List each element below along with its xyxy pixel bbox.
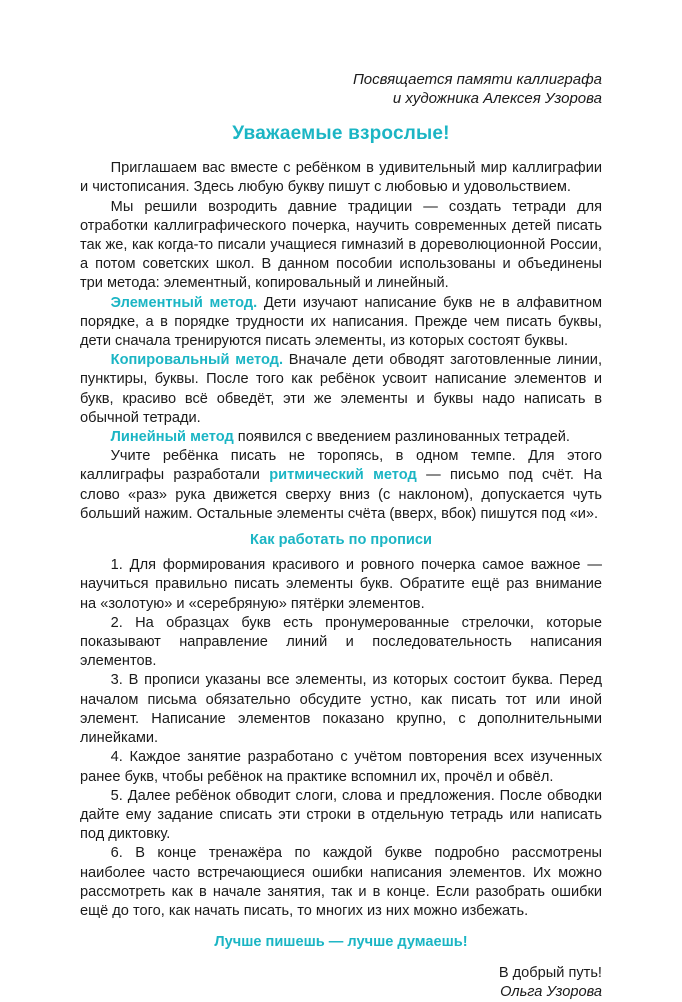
dedication	[80, 70, 602, 108]
copy-method-text: Вначале дети обводят заготовленные линии, пунктиры, буквы. После того как ребёнок усвоит написание элементов и букв, красиво всё обведёт, эти же элементы и буквы надо написать в обычной тетради.	[80, 352, 602, 426]
copy-method-term: Копировальный метод.	[110, 352, 283, 369]
rhythm-method-text-b: — письмо под счёт. На слово «раз» рука движется сверху вниз (с наклоном), допускается чуть больший нажим. Остальные элементы счёта (вверх, вбок) пишутся под «и».	[80, 467, 602, 522]
list-item: 4. Каждое занятие разработано с учётом повторения всех изученных ранее букв, чтобы ребёнок на практике вспомнил их, прочёл и обвёл.	[80, 749, 602, 785]
copy-method-paragraph	[80, 351, 602, 428]
element-method-term: Элементный метод.	[110, 294, 258, 311]
list-item: 6. В конце тренажёра по каждой букве подробно рассмотрены наиболее часто встречающиеся ошибки написания элементов. Их можно рассмотреть как в начале занятия, так и в конце. Если разобрать ошибки ещё до того, как начать писать, то многих из них можно избежать.	[80, 845, 602, 919]
list-item: 3. В прописи указаны все элементы, из которых состоит буква. Перед началом письма обязательно обсудите устно, как писать тот или иной элемент. Написание элементов показано крупно, с дополнительными линейками.	[80, 672, 602, 747]
element-method-text: Дети изучают написание букв не в алфавитном порядке, а в порядке трудности их написания. Прежде чем писать буквы, дети сначала тренируются писать элементы, из которых состоят буквы.	[80, 294, 602, 350]
linear-method-paragraph	[80, 428, 602, 447]
list-item: 2. На образцах букв есть пронумерованные стрелочки, которые показывают направление линий и последовательность написания элементов.	[80, 614, 602, 670]
element-method-paragraph	[80, 294, 602, 352]
instructions-list	[80, 556, 602, 921]
dedication-line-1: Посвящается памяти каллиграфа	[352, 71, 602, 88]
intro-paragraph-1: Приглашаем вас вместе с ребёнком в удивительный мир каллиграфии и чистописания. Здесь любую букву пишут с любовью и удовольствием.	[80, 160, 602, 196]
author-signature: Ольга Узорова	[500, 984, 602, 1001]
page-title: Уважаемые взрослые!	[232, 123, 450, 144]
closing-wish: В добрый путь!	[498, 965, 602, 982]
closing	[80, 964, 602, 1002]
rhythm-method-term: ритмический метод	[269, 467, 417, 484]
list-item: 1. Для формирования красивого и ровного почерка самое важное — научиться правильно писать элементы букв. Обратите ещё раз внимание на «золотую» и «серебряную» пятёрки элементов.	[80, 557, 602, 612]
list-item: 5. Далее ребёнок обводит слоги, слова и предложения. После обводки дайте ему задание списать эти строки в отдельную тетрадь или написать под диктовку.	[80, 787, 602, 843]
intro-paragraph-2: Мы решили возродить давние традиции — создать тетради для отработки каллиграфического почерка, научить современных детей писать так же, как когда-то писали учащиеся гимназий в дореволюционной России, а потом советских школ. В данном пособии использованы и объединены три метода: элементный, копировальный и линейный.	[80, 198, 602, 292]
rhythm-method-text-a: Учите ребёнка писать не торопясь, в одном темпе. Для этого каллиграфы разработали	[80, 448, 602, 484]
intro-section	[80, 159, 602, 524]
linear-method-term: Линейный метод	[110, 429, 234, 446]
section-title: Как работать по прописи	[250, 532, 432, 549]
motto: Лучше пишешь — лучше думаешь!	[214, 934, 468, 951]
rhythm-method-paragraph	[80, 447, 602, 524]
dedication-line-2: и художника Алексея Узорова	[392, 90, 602, 107]
linear-method-text: появился с введением разлинованных тетрадей.	[233, 429, 570, 446]
